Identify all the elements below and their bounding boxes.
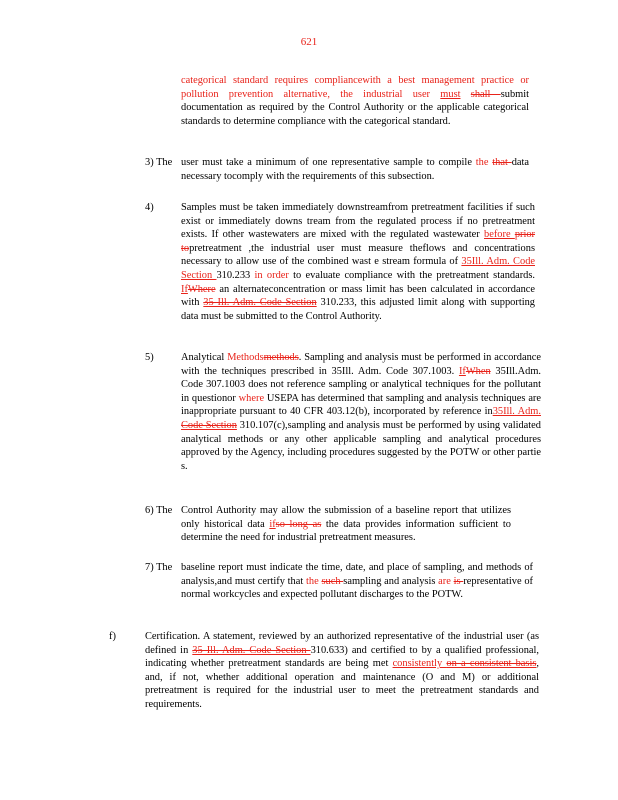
deleted-text: prior to <box>181 229 536 254</box>
deleted-text: is <box>453 575 464 587</box>
item-5-number: 5) <box>145 352 154 363</box>
text-run: Certification. A statement, reviewed by an authorized representative of the industrial user (as defined in <box>145 631 539 656</box>
deleted-text: that <box>492 157 512 168</box>
text-run: 310.233 <box>216 269 255 281</box>
deleted-text: When <box>465 365 491 377</box>
item-f-text <box>145 630 539 712</box>
deleted-underlined-text: 35 Ill. Adm. Code Section <box>203 297 317 309</box>
item-7-number: 7) The <box>145 562 173 573</box>
text-run: Samples must be taken immediately downstreamfrom pretreatment facilities if such exist or immediately downs tream from the regulated process if no pretreatment exists. If other wastewaters are mixed with the regulated wastewater <box>181 202 535 241</box>
inserted-underlined-text: before <box>484 229 515 241</box>
inserted-text: where <box>238 392 267 404</box>
text-run: the data provides information sufficient to determine the need for industrial pretreatment measures. <box>181 518 511 544</box>
text-run: sampling and analysis <box>343 575 439 587</box>
item-5-text <box>181 351 541 473</box>
inserted-underlined-text: must <box>440 88 461 100</box>
deleted-text: shall <box>470 88 501 100</box>
deleted-text: Where <box>187 283 216 295</box>
text-run: , and, if not, whether additional operation and maintenance (O and M) or additional pretreatment is required for the industrial user to meet the pretreatment standards and requirements. <box>145 658 539 710</box>
deleted-text: so long as <box>275 518 322 530</box>
deleted-text: methods <box>263 352 299 363</box>
text-run: Control Authority may allow the submission of a baseline report that utilizes only historical data <box>181 505 511 530</box>
text-run: 310.233, this adjusted limit along with supporting data must be submitted to the Control Authority. <box>181 297 535 322</box>
page-number: 621 <box>300 36 318 48</box>
inserted-text: the <box>475 157 493 168</box>
text-run: . Sampling and analysis must be performed in accordance with the techniques prescribed in 35Ill. Adm. Code 307.1003. <box>181 352 541 377</box>
item-4-text <box>181 201 535 323</box>
inserted-text: are <box>438 575 454 587</box>
text-run: pretreatment ,the industrial user must measure theflows and concentrations necessary to allow use of the combined wast e stream formula of <box>181 242 535 268</box>
inserted-underlined-text: if <box>269 518 276 530</box>
text-run: user must take a minimum of one representative sample to compile <box>181 157 476 168</box>
text-run: 310.633) and certified to by a qualified professional, indicating whether pretreatment standards are being met <box>145 644 539 670</box>
inserted-underlined-text: If <box>181 283 188 295</box>
inserted-text: Methods <box>227 352 264 363</box>
deleted-underlined-text: 35 Ill. Adm. Code Section <box>192 644 311 656</box>
text-run: 35Ill.Adm. Code 307.1003 does not reference sampling or analytical techniques for the pollutant in questionor <box>181 365 542 404</box>
item-3-text <box>181 156 529 183</box>
text-run: Analytical <box>181 352 228 363</box>
text-run: an alternateconcentration or mass limit has been calculated in accordance with <box>181 283 535 309</box>
inserted-underlined-text: 35Ill. Adm. <box>492 406 541 418</box>
item-4-number: 4) <box>145 202 154 213</box>
inserted-underlined-text: If <box>458 365 466 377</box>
inserted-underlined-text: consistently <box>392 658 447 670</box>
deleted-text: such <box>321 575 344 587</box>
text-run: submit documentation as required by the Control Authority or the applicable categorical standards to determine compliance with the categorical standard. <box>181 88 529 127</box>
item-6-number: 6) The <box>145 505 173 516</box>
inserted-text: categorical standard requires compliancewith a best management practice or pollution prevention alternative, the industrial user <box>181 75 529 100</box>
inserted-underlined-text: 35Ill. Adm. Code Section <box>181 256 535 281</box>
text-run: USEPA has determined that sampling and analysis techniques are inappropriate pursuant to 40 CFR 403.12(b), incorporated by reference in <box>181 392 542 418</box>
carryover-paragraph <box>181 74 529 128</box>
text-run <box>461 89 471 100</box>
deleted-underlined-text: Code Section <box>181 419 237 431</box>
item-7-text <box>181 561 533 602</box>
text-run: 310.107(c),sampling and analysis must be performed by using validated analytical methods or any other applicable sampling and analytical procedures approved by the Agency, including procedures suggested by the POTW or other partie s. <box>181 419 541 472</box>
inserted-text: the <box>306 575 322 587</box>
text-run: representative of normal workcycles and expected pollutant discharges to the POTW. <box>181 575 533 601</box>
text-run: data necessary tocomply with the requirements of this subsection. <box>181 157 529 182</box>
deleted-underlined-text: on a consistent basis <box>446 658 537 670</box>
inserted-text: in order <box>254 269 294 281</box>
text-run: to evaluate compliance with the pretreatment standards. <box>293 269 536 281</box>
text-run: baseline report must indicate the time, date, and place of sampling, and methods of analysis,and must certify that <box>181 562 533 587</box>
item-6-text <box>181 504 511 545</box>
item-f-number: f) <box>109 631 116 642</box>
item-3-number: 3) The <box>145 157 173 168</box>
